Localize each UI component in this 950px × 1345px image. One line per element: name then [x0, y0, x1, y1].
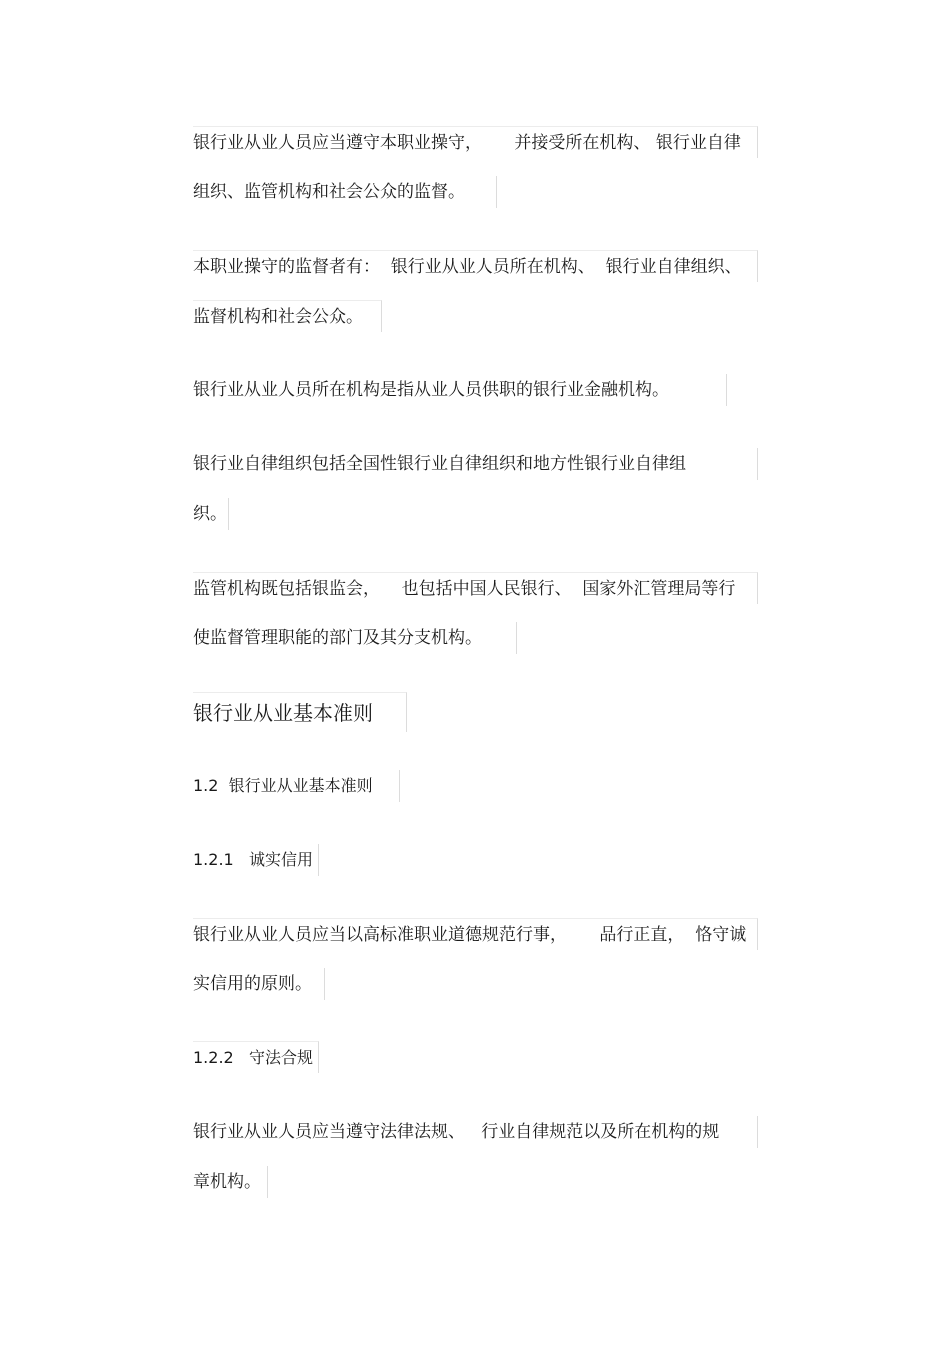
para1-line2: 组织、监管机构和社会公众的监督。 [193, 176, 497, 208]
para4-line1: 银行业自律组织包括全国性银行业自律组织和地方性银行业自律组 [193, 448, 758, 480]
para7-line1: 银行业从业人员应当遵守法律法规、 行业自律规范以及所在机构的规 [193, 1116, 758, 1148]
para5-line2: 使监督管理职能的部门及其分支机构。 [193, 622, 517, 654]
para3-line1: 银行业从业人员所在机构是指从业人员供职的银行业金融机构。 [193, 374, 727, 406]
para4-line2: 织。 [193, 498, 229, 530]
para7-line2: 章机构。 [193, 1166, 268, 1198]
subsection-1-2-2: 1.2.2 守法合规 [193, 1041, 319, 1073]
para2-line2: 监督机构和社会公众。 [193, 300, 382, 332]
para5-line1: 监管机构既包括银监会， 也包括中国人民银行、 国家外汇管理局等行 [193, 572, 758, 604]
subsection-1-2-1: 1.2.1 诚实信用 [193, 844, 319, 876]
para6-line1: 银行业从业人员应当以高标准职业道德规范行事， 品行正直， 恪守诚 [193, 918, 758, 950]
subsection-1-2: 1.2 银行业从业基本准则 [193, 770, 400, 802]
para2-line1: 本职业操守的监督者有： 银行业从业人员所在机构、 银行业自律组织、 [193, 250, 758, 282]
para1-line1: 银行业从业人员应当遵守本职业操守， 并接受所在机构、 银行业自律 [193, 126, 758, 158]
para6-line2: 实信用的原则。 [193, 968, 325, 1000]
section-heading: 银行业从业基本准则 [193, 692, 407, 732]
